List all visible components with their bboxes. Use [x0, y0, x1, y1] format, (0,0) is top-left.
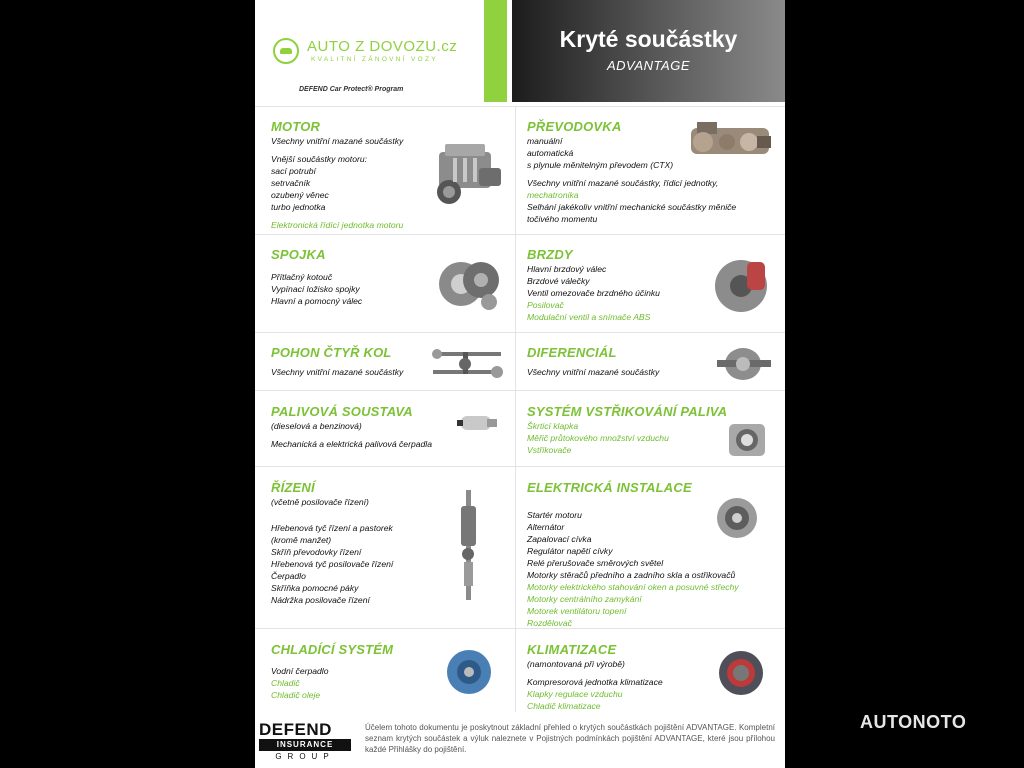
section-body: [271, 665, 393, 701]
section-palivova: [271, 404, 432, 450]
section-diferencial: [527, 345, 659, 378]
footer: [255, 714, 785, 768]
section-title: SYSTÉM VSTŘIKOVÁNÍ PALIVA: [527, 404, 728, 419]
header-logo-area: [255, 0, 483, 102]
section-line: Nádržka posilovače řízení: [271, 595, 370, 605]
section-line: Motorek ventilátoru topení: [527, 606, 627, 616]
section-line: Vnější součástky motoru:: [271, 154, 368, 164]
section-body: [527, 509, 739, 629]
engine-icon: [429, 138, 507, 210]
fuel-pump-icon: [457, 408, 499, 438]
page-subtitle: ADVANTAGE: [606, 58, 690, 73]
divider: [255, 390, 785, 391]
section-line: Hřebenová tyč posilovače řízení: [271, 559, 394, 569]
section-line: mechatronika: [527, 190, 579, 200]
section-body: [271, 366, 403, 378]
section-line: Klapky regulace vzduchu: [527, 689, 623, 699]
document-page: [255, 0, 785, 768]
section-line: Hlavní brzdový válec: [527, 264, 607, 274]
section-body: [527, 420, 727, 456]
section-line: Mechanická a elektrická palivová čerpadla: [271, 439, 432, 449]
ac-compressor-icon: [715, 648, 769, 698]
drivetrain-icon: [429, 340, 505, 386]
section-line: Motorky centrálního zamykání: [527, 594, 642, 604]
section-line: točivého momentu: [527, 214, 598, 224]
section-line: Zapalovací cívka: [527, 534, 592, 544]
section-line: manuální: [527, 136, 563, 146]
water-pump-icon: [441, 644, 499, 698]
section-line: ozubený věnec: [271, 190, 329, 200]
section-line: Ventil omezovače brzdného účinku: [527, 288, 660, 298]
section-line: s plynule měnitelným převodem (CTX): [527, 160, 674, 170]
section-line: (dieselová a benzinová): [271, 421, 362, 431]
section-line: Alternátor: [527, 522, 565, 532]
section-line: turbo jednotka: [271, 202, 326, 212]
section-title: SPOJKA: [271, 247, 326, 262]
defend-insurance-logo: DEFEND INSURANCE GROUP: [259, 721, 351, 762]
autonoto-watermark: AUTONOTO: [860, 712, 967, 732]
section-chladici: [271, 642, 393, 701]
section-line: automatická: [527, 148, 574, 158]
section-motor: [271, 119, 403, 231]
section-spojka: [271, 247, 362, 307]
section-line: Všechny vnitřní mazané součástky: [271, 136, 404, 146]
section-title: DIFERENCIÁL: [527, 345, 617, 360]
section-line: Motorky elektrického stahování oken a posuvné střechy: [527, 582, 739, 592]
section-body: [271, 496, 393, 606]
section-line: Hlavní a pomocný válec: [271, 296, 363, 306]
section-line: Vstřikovače: [527, 445, 572, 455]
section-line: Skříň převodovky řízení: [271, 547, 362, 557]
section-line: Relé přerušovače směrových světel: [527, 558, 664, 568]
alternator-icon: [711, 494, 765, 542]
section-title: MOTOR: [271, 119, 321, 134]
divider: [255, 332, 785, 333]
section-body: [527, 658, 663, 712]
section-line: Selhání jakékoliv vnitřní mechanické součástky měniče: [527, 202, 737, 212]
section-line: Všechny vnitřní mazané součástky: [527, 367, 660, 377]
section-title: ELEKTRICKÁ INSTALACE: [527, 480, 692, 495]
section-body: [271, 420, 432, 450]
section-rizeni: [271, 480, 393, 606]
section-line: Vodní čerpadlo: [271, 666, 329, 676]
section-line: Kompresorová jednotka klimatizace: [527, 677, 663, 687]
section-line: (kromě manžet): [271, 535, 332, 545]
differential-icon: [715, 342, 773, 384]
section-klimatizace: [527, 642, 663, 712]
steering-rack-icon: [451, 488, 487, 606]
section-line: Rozdělovač: [527, 618, 572, 628]
section-line: Škrticí klapka: [527, 421, 579, 431]
section-title: PALIVOVÁ SOUSTAVA: [271, 404, 413, 419]
section-line: Přítlačný kotouč: [271, 272, 333, 282]
section-line: Motorky stěračů předního a zadního skla a ostřikovačů: [527, 570, 736, 580]
throttle-body-icon: [723, 418, 773, 462]
section-line: Měřič průtokového množství vzduchu: [527, 433, 669, 443]
section-line: Chladič oleje: [271, 690, 321, 700]
section-line: Chladič klimatizace: [527, 701, 601, 711]
section-body: [527, 263, 660, 323]
section-line: Regulátor napětí cívky: [527, 546, 613, 556]
logo-text: AUTO Z DOVOZU.cz: [307, 38, 458, 55]
section-line: Hřebenová tyč řízení a pastorek: [271, 523, 393, 533]
section-line: sací potrubí: [271, 166, 316, 176]
section-title: POHON ČTYŘ KOL: [271, 345, 392, 360]
page-title: Kryté součástky: [559, 26, 738, 52]
section-line: Brzdové válečky: [527, 276, 590, 286]
divider: [255, 106, 785, 107]
section-pohon: [271, 345, 403, 378]
program-name: DEFEND Car Protect® Program: [299, 86, 404, 93]
section-title: ŘÍZENÍ: [271, 480, 315, 495]
section-vstrikovani: [527, 404, 727, 456]
section-line: setrvačník: [271, 178, 311, 188]
section-title: KLIMATIZACE: [527, 642, 617, 657]
section-line: (namontovaná při výrobě): [527, 659, 625, 669]
section-body: [527, 366, 659, 378]
section-title: PŘEVODOVKA: [527, 119, 622, 134]
section-line: Elektronická řídící jednotka motoru: [271, 220, 404, 230]
brake-disc-icon: [713, 256, 771, 314]
divider: [515, 106, 516, 712]
section-line: (včetně posilovače řízení): [271, 497, 369, 507]
car-logo-icon: [273, 38, 299, 64]
section-brzdy: [527, 247, 660, 323]
clutch-icon: [437, 258, 503, 314]
section-line: Startér motoru: [527, 510, 582, 520]
section-line: Chladič: [271, 678, 300, 688]
section-title: BRZDY: [527, 247, 573, 262]
section-line: Vypínací ložisko spojky: [271, 284, 360, 294]
section-elektricka: [527, 480, 739, 629]
section-line: Čerpadlo: [271, 571, 306, 581]
section-body: [271, 135, 403, 231]
section-line: Všechny vnitřní mazané součástky: [271, 367, 404, 377]
gearbox-icon: [687, 118, 773, 164]
section-line: Skříňka pomocné páky: [271, 583, 359, 593]
disclaimer-text: Účelem tohoto dokumentu je poskytnout základní přehled o krytých součástkách pojištění ADVANTAGE. Kompletní seznam krytých součástek a výluk naleznete v Pojistných podmínkách pojištění ADVANTAGE, které jsou přílohou každé Přihlášky do pojištění.: [365, 723, 775, 754]
section-line: Všechny vnitřní mazané součástky, řídicí jednotky,: [527, 178, 719, 188]
section-line: Modulační ventil a snímače ABS: [527, 312, 651, 322]
section-body: [271, 271, 362, 307]
divider: [255, 234, 785, 235]
logo-tagline: KVALITNÍ ZÁNOVNÍ VOZY: [311, 56, 438, 63]
header-title-area: [512, 0, 785, 102]
section-line: Posilovač: [527, 300, 564, 310]
section-title: CHLADÍCÍ SYSTÉM: [271, 642, 394, 657]
divider: [255, 466, 785, 467]
accent-bar: [484, 0, 507, 102]
